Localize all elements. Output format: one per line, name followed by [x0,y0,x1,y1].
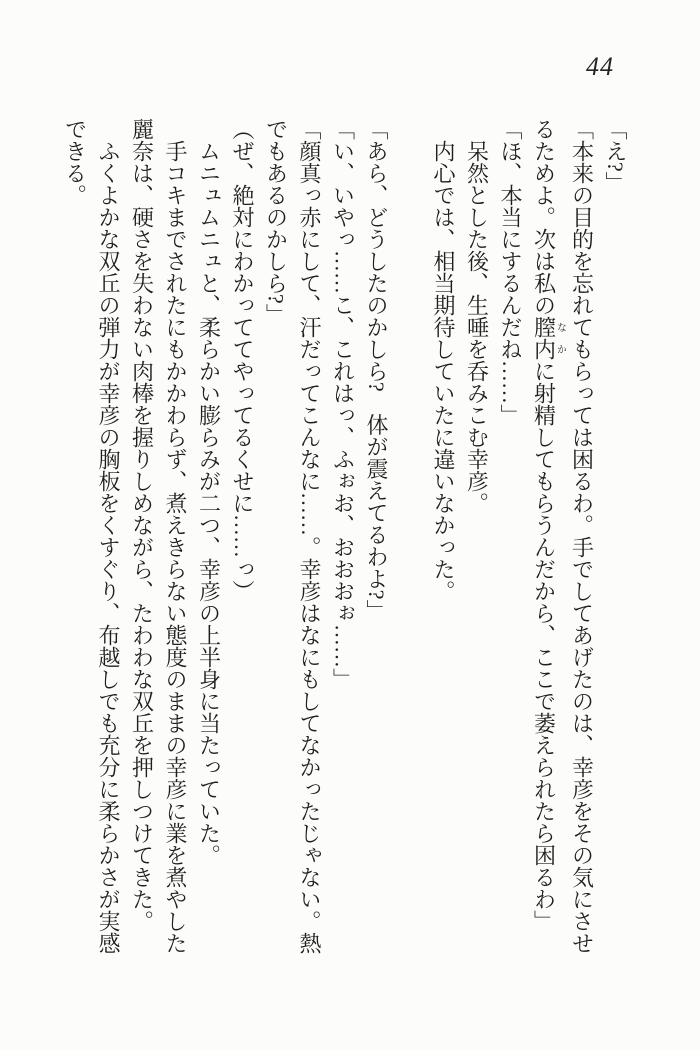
text-line: ムニュムニュと、柔らかい膨らみが二つ、幸彦の上半身に当たっていた。 [196,140,222,866]
text-line: 「本来の目的を忘れてもらっては困るわ。手でしてあげたのは、幸彦をその気にさせ [569,118,595,954]
text-line: でもあるのかしら?」 [263,118,289,326]
text-line: できる。 [62,118,88,206]
text-line: 呆然とした後、生唾を呑みこむ幸彦。 [464,140,490,514]
text-line: ふくよかな双丘の弾力が幸彦の胸板をくすぐり、布越しでも充分に柔らかさが実感 [96,140,121,954]
furigana: なか [554,316,566,360]
page-number: 44 [586,52,614,81]
text-line: るためよ。次は私の膣内なかに射精してもらうんだから、ここで萎えられたら困るわ」 [531,118,566,932]
blank-line [393,118,427,960]
text-line: 「顔真っ赤にして、汗だってこんなに……。幸彦はなにもしてなかったじゃない。熱 [297,118,322,954]
text-line: 「い、いやっ……こ、これはっ、ふぉお、おおおぉ……」 [330,118,356,690]
ruby-annotated-word: 膣内なか [531,316,566,360]
text-line: 「あら、どうしたのかしら? 体が震えてるわよ?」 [364,118,389,622]
page-text [62,118,632,960]
text-line: 「え?」 [603,118,628,194]
text-line: 「ほ、本当にするんだね……」 [498,118,523,426]
text-line: 内心では、相当期待していたに違いなかった。 [431,140,456,602]
text-line: 麗奈は、硬さを失わない肉棒を握りしめながら、たわわな双丘を押しつけてきた。 [129,118,155,932]
text-line: （ぜ、絶対にわかっててやってるくせに……っ） [230,118,255,602]
text-line: 手コキまでされたにもかかわらず、煮えきらない態度のままの幸彦に業を煮やした [163,140,188,954]
